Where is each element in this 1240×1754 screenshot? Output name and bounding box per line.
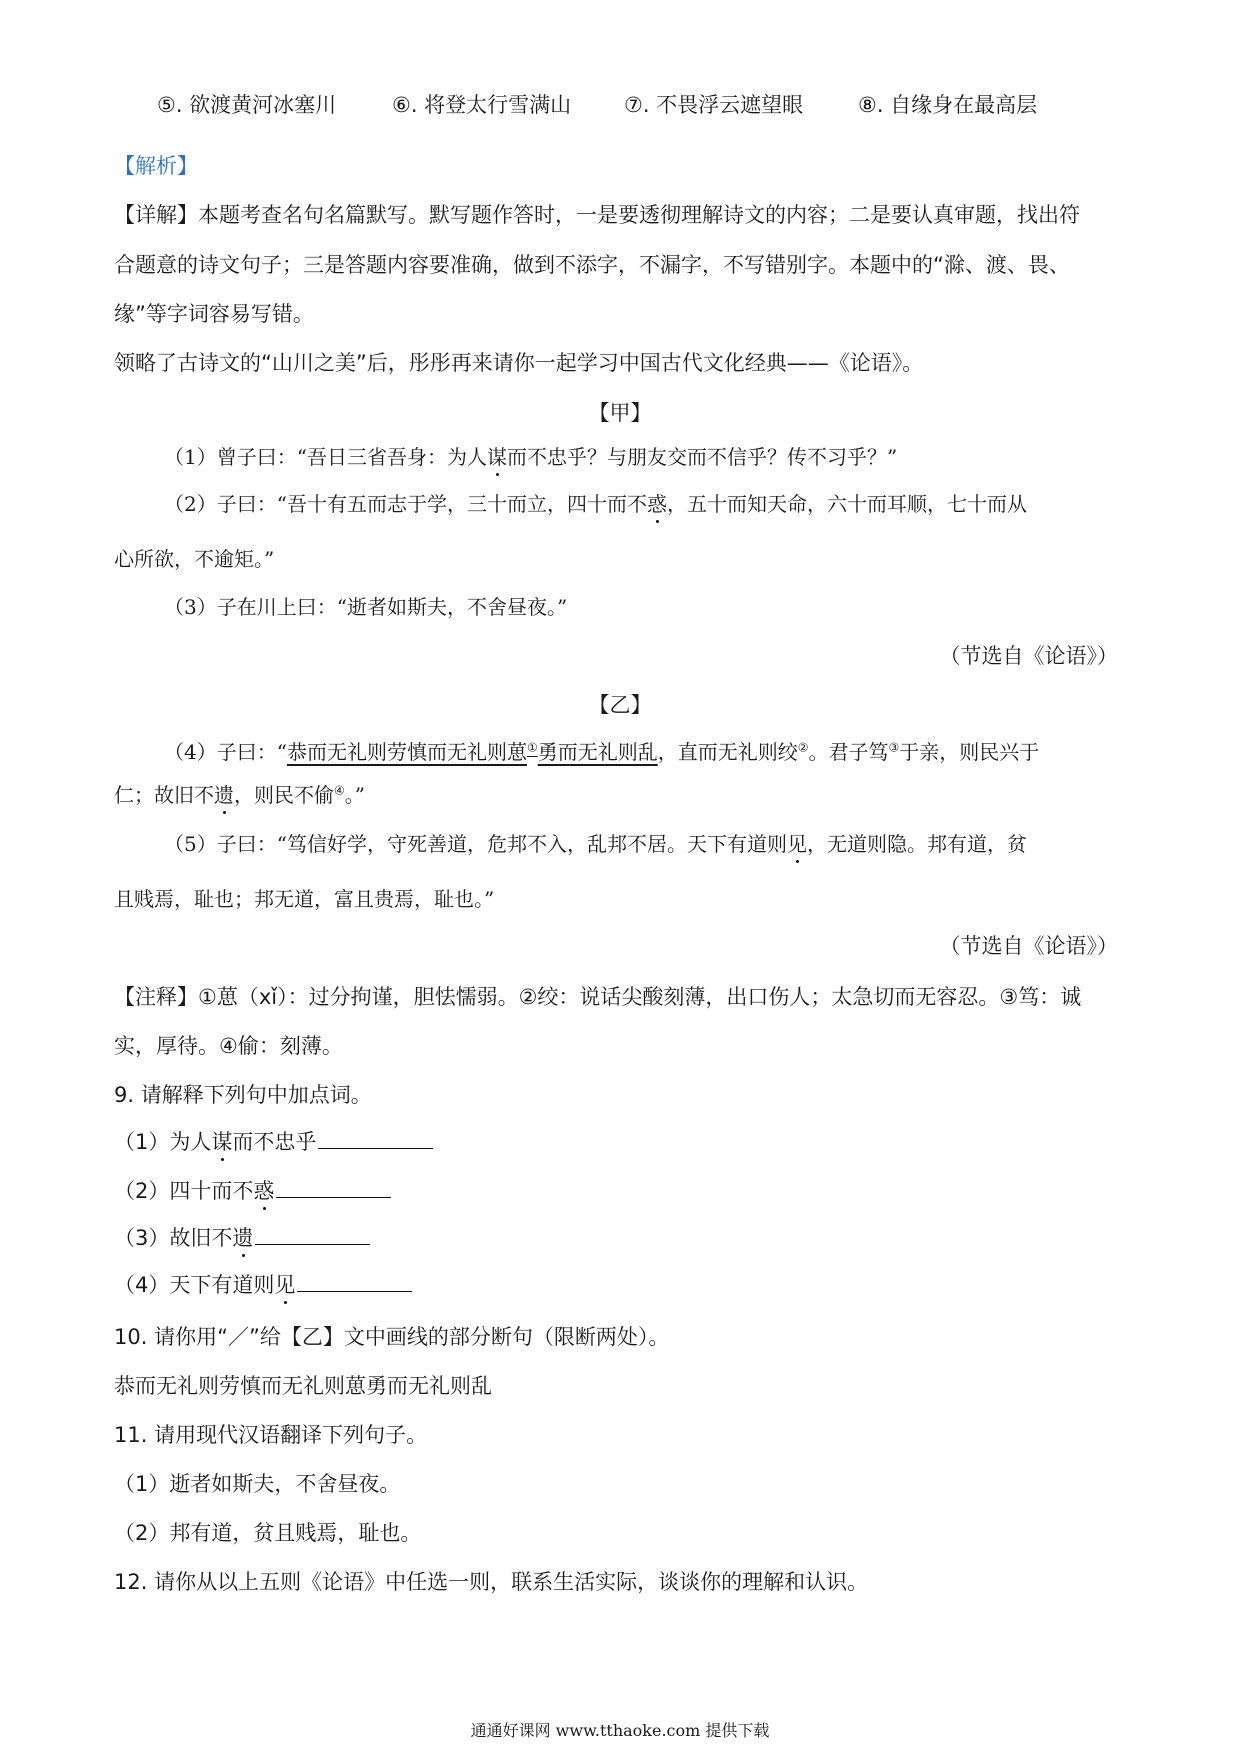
jia-p2-text-a: （2）子曰：“吾十有五而志于学，三十而立，四十而不 (164, 492, 647, 516)
answer-row (0, 90, 1240, 120)
intro-text: 领略了古诗文的“山川之美”后，彤彤再来请你一起学习中国古代文化经典——《论语》。 (114, 351, 924, 375)
yi-p4-text-b: ，直而无礼则绞 (657, 740, 798, 764)
dotted-char: 惑 (253, 1176, 274, 1206)
question-10-stem: 10. 请你用“／”给【乙】文中画线的部分断句（限断两处）。 (114, 1325, 670, 1349)
yi-p4-text-f: ，则民不偷 (234, 783, 334, 807)
explanation-tag: 【详解】 (114, 203, 198, 227)
jia-source: （节选自《论语》） (939, 644, 1118, 668)
jia-paragraph-3: （3）子在川上曰：“逝者如斯夫，不舍昼夜。” (164, 595, 568, 619)
jia-p1-text-b: 而不忠乎？与朋友交而不信乎？传不习乎？” (506, 445, 898, 469)
answer-blank[interactable] (297, 1269, 412, 1292)
question-9-item-1 (114, 1126, 433, 1157)
underlined-segment-1: 恭而无礼则劳慎而无礼则葸 (286, 740, 527, 764)
explanation-line-1 (114, 200, 1080, 230)
question-10-sentence: 恭而无礼则劳慎而无礼则葸勇而无礼则乱 (114, 1374, 492, 1398)
question-12-stem: 12. 请你从以上五则《论语》中任选一则，联系生活实际，谈谈你的理解和认识。 (114, 1570, 869, 1594)
dotted-char: 遗 (232, 1223, 253, 1253)
yi-p4-text-g: 。” (344, 783, 365, 807)
explanation-line-3: 缘”等字词容易写错。 (114, 302, 314, 326)
note-ref-1: ① (526, 740, 538, 755)
explanation-line-2: 合题意的诗文句子；三是答题内容要准确，做到不添字，不漏字，不写错别字。本题中的“滁、渡、畏、 (114, 253, 1070, 277)
answer-blank[interactable] (276, 1175, 391, 1198)
underlined-segment-2: 勇而无礼则乱 (537, 740, 658, 764)
dotted-char: 谋 (211, 1127, 232, 1157)
dotted-char: 惑 (647, 489, 667, 519)
yi-p4-text-e: 仁；故旧不 (114, 783, 214, 807)
answer-5: ⑤. 欲渡黄河冰塞川 (157, 93, 337, 117)
answer-blank[interactable] (255, 1222, 370, 1245)
yi-p4-text-a: （4）子曰：“ (164, 740, 287, 764)
yi-paragraph-5-line-2: 且贱焉，耻也；邦无道，富且贵焉，耻也。” (114, 887, 495, 911)
yi-p4-text-d: 于亲，则民兴于 (899, 740, 1040, 764)
notes-line-2: 实，厚待。④偷：刻薄。 (114, 1034, 343, 1058)
section-jia-title: 【甲】 (588, 401, 652, 425)
jia-paragraph-2-line-1 (164, 489, 1027, 519)
yi-p5-text-a: （5）子曰：“笃信好学，守死善道，危邦不入，乱邦不居。天下有道则 (164, 832, 787, 856)
notes-text-1: ①葸（xǐ）：过分拘谨，胆怯懦弱。②绞：说话尖酸刻薄，出口伤人；太急切而无容忍。③笃：诚 (198, 985, 1082, 1009)
question-9-item-2 (114, 1175, 391, 1206)
answer-7: ⑦. 不畏浮云遮望眼 (624, 93, 804, 117)
question-9-item-4 (114, 1269, 412, 1300)
dotted-char: 遗 (214, 780, 234, 810)
notes-line-1 (114, 982, 1081, 1012)
jia-paragraph-2-line-2: 心所欲，不逾矩。” (114, 547, 275, 571)
note-ref-4: ④ (334, 783, 345, 798)
answer-blank[interactable] (318, 1126, 433, 1149)
note-ref-2: ② (797, 740, 809, 755)
dotted-char: 见 (274, 1270, 295, 1300)
question-11-item-2: （2）邦有道，贫且贱焉，耻也。 (114, 1521, 422, 1545)
note-ref-3: ③ (888, 740, 900, 755)
question-9-item-3 (114, 1222, 370, 1253)
jia-p2-text-b: ，五十而知天命，六十而耳顺，七十而从 (666, 492, 1027, 516)
yi-paragraph-4-line-2 (114, 780, 365, 810)
notes-tag: 【注释】 (114, 985, 198, 1009)
yi-paragraph-5-line-1 (164, 829, 1027, 859)
explanation-text-1: 本题考查名句名篇默写。默写题作答时，一是要透彻理解诗文的内容；二是要认真审题，找出符 (198, 203, 1080, 227)
yi-paragraph-4-line-1 (164, 737, 1039, 767)
q9-item3-text: （3）故旧不 (114, 1226, 233, 1250)
section-yi-title: 【乙】 (588, 693, 652, 717)
jia-paragraph-1 (164, 442, 897, 472)
analysis-tag: 【解析】 (114, 154, 198, 178)
q9-item1-text-b: 而不忠乎 (232, 1130, 317, 1154)
page-footer: 通通好课网 www.tthaoke.com 提供下载 (470, 1721, 770, 1740)
dotted-char: 谋 (487, 442, 507, 472)
question-9-stem: 9. 请解释下列句中加点词。 (114, 1083, 372, 1107)
question-11-item-1: （1）逝者如斯夫，不舍昼夜。 (114, 1472, 401, 1496)
answer-8: ⑧. 自缘身在最高层 (858, 93, 1038, 117)
q9-item1-text: （1）为人 (114, 1130, 212, 1154)
question-11-stem: 11. 请用现代汉语翻译下列句子。 (114, 1423, 428, 1447)
yi-source: （节选自《论语》） (939, 934, 1118, 958)
q9-item4-text: （4）天下有道则 (114, 1273, 275, 1297)
yi-p4-text-c: 。君子笃 (808, 740, 889, 764)
yi-p5-text-b: ，无道则隐。邦有道，贫 (806, 832, 1027, 856)
dotted-char: 见 (787, 829, 807, 859)
answer-6: ⑥. 将登太行雪满山 (392, 93, 572, 117)
q9-item2-text: （2）四十而不 (114, 1179, 254, 1203)
jia-p1-text-a: （1）曾子曰：“吾日三省吾身：为人 (164, 445, 487, 469)
